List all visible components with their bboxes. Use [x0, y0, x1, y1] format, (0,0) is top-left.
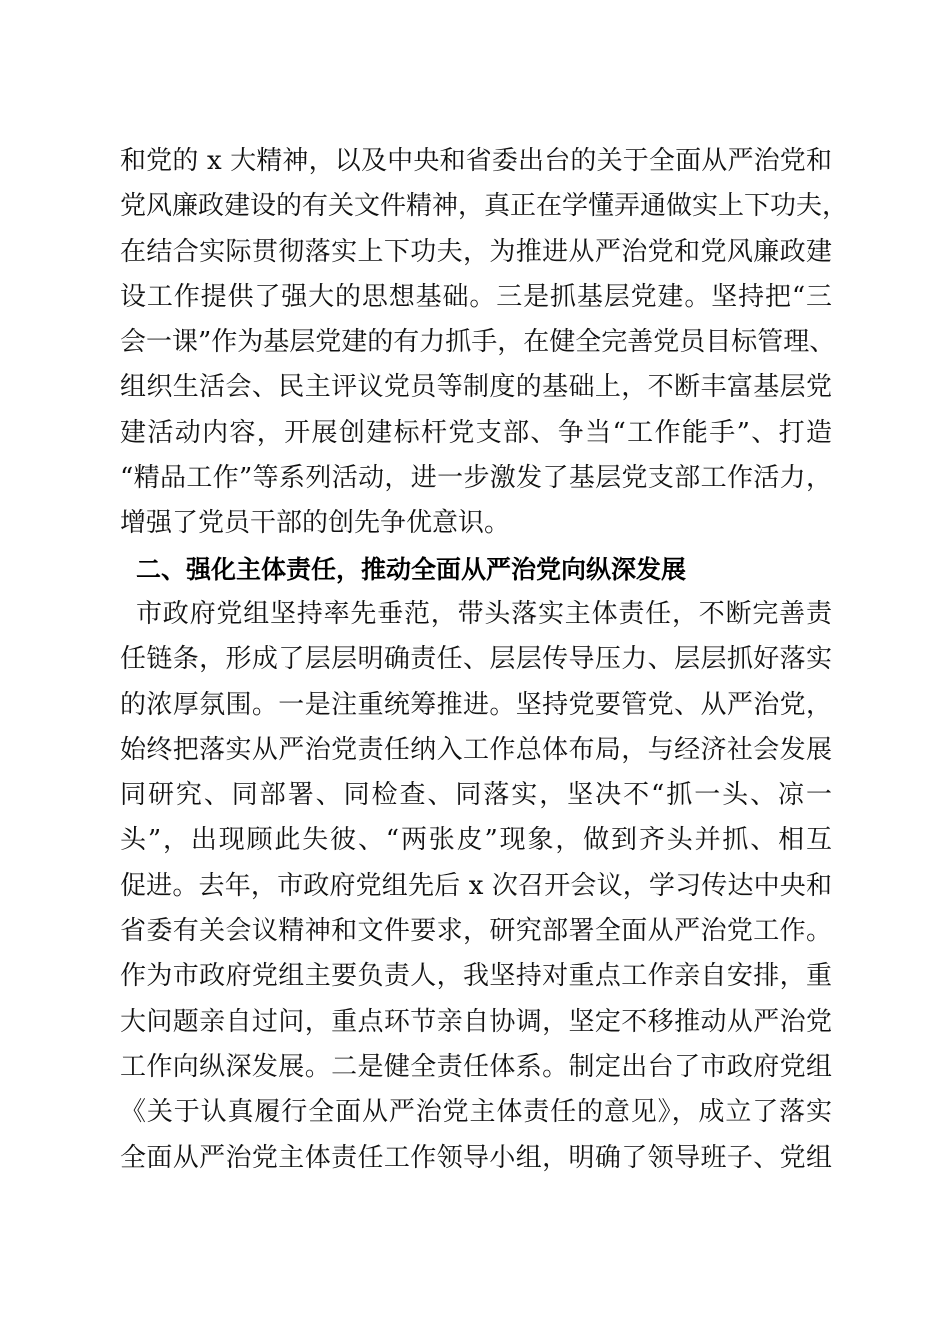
paragraph-1-line: 组织生活会、民主评议党员等制度的基础上，不断丰富基层党	[120, 372, 832, 403]
paragraph-2-line: 大问题亲自过问，重点环节亲自协调，坚定不移推动从严治党	[120, 1006, 832, 1037]
paragraph-1-line: 设工作提供了强大的思想基础。三是抓基层党建。坚持把“三	[120, 281, 832, 312]
paragraph-1-line: 在结合实际贯彻落实上下功夫，为推进从严治党和党风廉政建	[120, 236, 832, 267]
paragraph-2-line: 全面从严治党主体责任工作领导小组，明确了领导班子、党组	[120, 1142, 832, 1173]
paragraph-2-line: 《关于认真履行全面从严治党主体责任的意见》，成立了落实	[120, 1097, 832, 1128]
paragraph-2-line: 市政府党组坚持率先垂范，带头落实主体责任，不断完善责	[136, 598, 832, 629]
paragraph-2-line: 作为市政府党组主要负责人，我坚持对重点工作亲自安排，重	[120, 961, 832, 992]
paragraph-2-line: 的浓厚氛围。一是注重统筹推进。坚持党要管党、从严治党，	[120, 689, 832, 720]
paragraph-1-line: “精品工作”等系列活动，进一步激发了基层党支部工作活力，	[120, 463, 832, 494]
section-heading: 二、强化主体责任，推动全面从严治党向纵深发展	[136, 554, 687, 584]
paragraph-1-line: 会一课”作为基层党建的有力抓手，在健全完善党员目标管理、	[120, 327, 836, 358]
paragraph-2-line: 始终把落实从严治党责任纳入工作总体布局，与经济社会发展	[120, 734, 832, 765]
paragraph-2-line: 头”，出现顾此失彼、“两张皮”现象，做到齐头并抓、相互	[120, 825, 832, 856]
paragraph-1-line: 增强了党员干部的创先争优意识。	[120, 508, 511, 539]
paragraph-1-line: 建活动内容，开展创建标杆党支部、争当“工作能手”、打造	[120, 417, 832, 448]
paragraph-2-line: 同研究、同部署、同检查、同落实，坚决不“抓一头、凉一	[120, 780, 832, 811]
document-body	[120, 139, 849, 1181]
paragraph-2-line: 促进。去年，市政府党组先后 x 次召开会议，学习传达中央和	[120, 870, 832, 901]
paragraph-2-line: 任链条，形成了层层明确责任、层层传导压力、层层抓好落实	[120, 644, 832, 675]
paragraph-2-line: 省委有关会议精神和文件要求，研究部署全面从严治党工作。	[120, 916, 832, 947]
paragraph-1-line: 和党的 x 大精神，以及中央和省委出台的关于全面从严治党和	[120, 146, 832, 176]
paragraph-2-line: 工作向纵深发展。二是健全责任体系。制定出台了市政府党组	[120, 1051, 832, 1082]
paragraph-1-line: 党风廉政建设的有关文件精神，真正在学懂弄通做实上下功夫，	[120, 191, 849, 222]
